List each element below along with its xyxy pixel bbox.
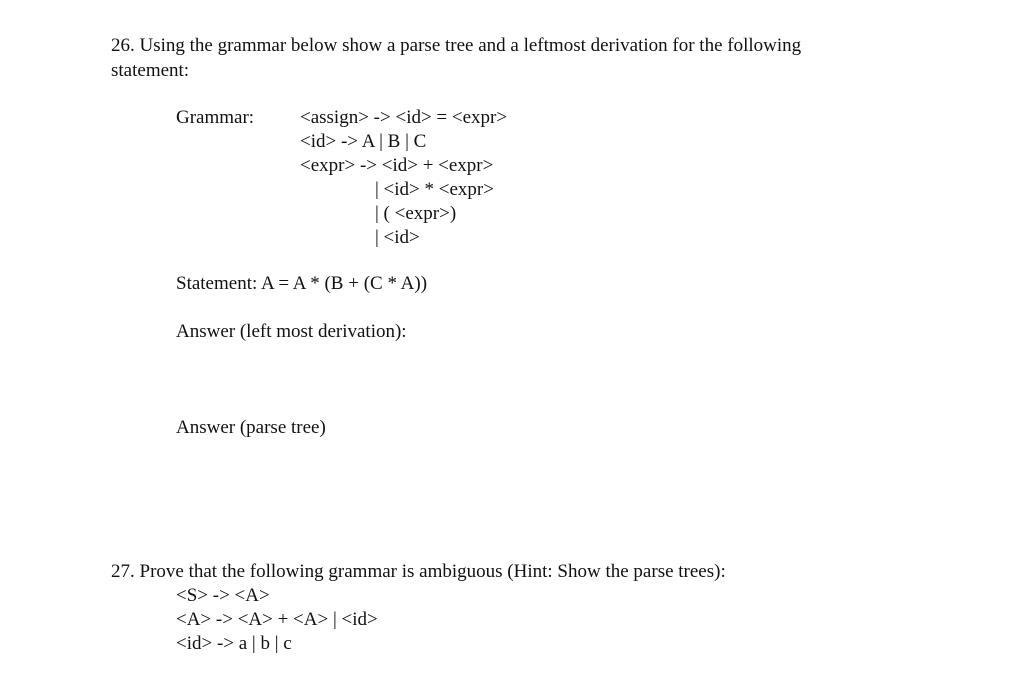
question-27-rule: <A> -> <A> + <A> | <id> xyxy=(176,609,378,630)
question-27-rule: <id> -> a | b | c xyxy=(176,633,292,654)
grammar-rule: | <id> * <expr> xyxy=(375,179,494,200)
grammar-rule: <expr> -> <id> + <expr> xyxy=(300,155,494,176)
answer-derivation-label: Answer (left most derivation): xyxy=(176,321,407,342)
grammar-label: Grammar: xyxy=(176,107,255,128)
grammar-rule: | <id> xyxy=(375,227,420,248)
grammar-rule: <id> -> A | B | C xyxy=(300,131,427,152)
grammar-rule: | ( <expr>) xyxy=(375,203,457,224)
statement: Statement: A = A * (B + (C * A)) xyxy=(176,273,428,294)
grammar-rule: <assign> -> <id> = <expr> xyxy=(300,107,508,128)
question-26-prompt-line-1: 26. Using the grammar below show a parse tree and a leftmost derivation for the following xyxy=(111,35,802,56)
answer-parse-tree-label: Answer (parse tree) xyxy=(176,417,326,438)
question-26-prompt-line-2: statement: xyxy=(111,60,190,81)
question-27-rule: <S> -> <A> xyxy=(176,585,270,606)
question-27-prompt: 27. Prove that the following grammar is ambiguous (Hint: Show the parse trees): xyxy=(111,561,726,582)
